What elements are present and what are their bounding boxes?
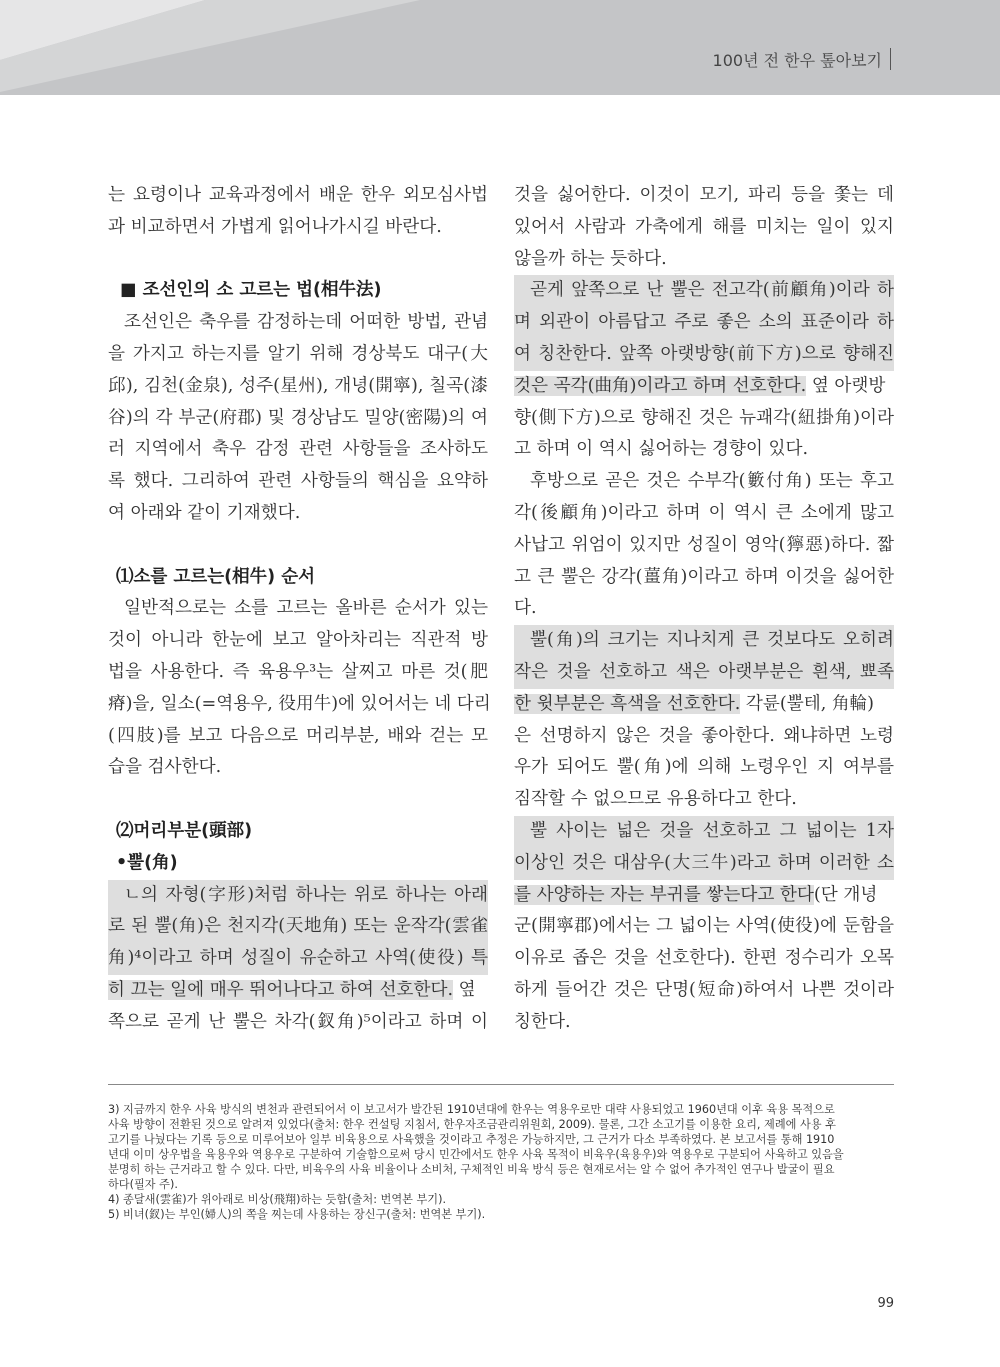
body-text: 옆 (453, 979, 476, 1000)
body-line: 瘠)을, 일소(=역용우, 役用牛)에 있어서는 네 다리 (108, 693, 491, 714)
highlighted-line: 곧게 앞쪽으로 난 뿔은 전고각(前顧角)이라 하 (514, 275, 894, 307)
subsection-title: ⑵머리부분(頭部) (116, 820, 253, 841)
body-line (514, 371, 894, 403)
running-header-title: 100년 전 한우 톺아보기 (712, 51, 882, 70)
body-line: 법을 사용한다. 즉 육용우³는 살찌고 마른 것(肥 (108, 661, 488, 682)
body-line: 邱), 김천(金泉), 성주(星州), 개녕(開寧), 칠곡(漆 (108, 375, 488, 396)
body-line: 다. (514, 598, 537, 619)
footnote-line: 분명히 하는 근거라고 할 수 있다. 다만, 비육우의 사육 비율이나 소비처, 구체적인 비육 방식 등은 현재로서는 알 수 없어 추가적인 연구나 발굴이 필요 (108, 1163, 835, 1176)
body-line: 습을 검사한다. (108, 757, 222, 778)
highlighted-text: 를 사양하는 자는 부귀를 쌓는다고 한다 (514, 884, 814, 905)
highlighted-line: 여 칭찬한다. 앞쪽 아랫방향(前下方)으로 향해진 (514, 339, 894, 371)
body-text: (단 개녕 (813, 884, 878, 905)
footnote-line: 5) 비녀(釵)는 부인(婦人)의 쪽을 찌는데 사용하는 장신구(출처: 번역본 부기). (108, 1208, 486, 1221)
footnote-line: 사육 방향이 전환된 것으로 알려져 있었다(출처: 한우 컨설팅 지침서, 한우자조금관리위원회, 2009). 물론, 그간 소고기를 이용한 요리, 제례에 사용 후 (108, 1118, 836, 1131)
body-line: 칭한다. (514, 1011, 571, 1032)
body-line: 을 가지고 하는지를 알기 위해 경상북도 대구(大 (108, 343, 488, 364)
bullet-heading: •뿔(角) (116, 852, 178, 873)
right-column (514, 180, 894, 1039)
body-line: 쪽으로 곧게 난 뿔은 차각(釵角)⁵이라고 하며 이 (108, 1011, 488, 1032)
highlighted-line: 며 외관이 아름답고 주로 좋은 소의 표준이라 하 (514, 307, 894, 339)
body-line: 하게 들어간 것은 단명(短命)하여서 나쁜 것이라 (514, 979, 894, 1000)
body-line: 고 큰 뿔은 강각(薑角)이라고 하며 이것을 싫어한 (514, 566, 894, 587)
header-divider (890, 48, 891, 70)
body-line (514, 689, 894, 721)
body-line: 조선인은 축우를 감정하는데 어떠한 방법, 관념 (124, 312, 488, 333)
body-line: 것을 싫어한다. 이것이 모기, 파리 등을 쫓는 데 (514, 185, 894, 205)
body-line: 각(後顧角)이라고 하며 이 역시 큰 소에게 많고 (514, 502, 894, 523)
highlighted-text: 것은 곡각(曲角)이라고 하며 선호한다. (514, 375, 807, 396)
section-title: ■ 조선인의 소 고르는 법(相牛法) (120, 280, 382, 301)
body-line: 군(開寧郡)에서는 그 넓이는 사역(使役)에 둔함을 (514, 916, 894, 937)
body-line: 은 선명하지 않은 것을 좋아한다. 왜냐하면 노령 (514, 725, 894, 746)
body-line: 있어서 사람과 가축에게 해를 미치는 일이 있지 (514, 216, 894, 237)
highlighted-line: 이상인 것은 대삼우(大三牛)라고 하며 이러한 소 (514, 848, 894, 880)
body-line: 향(側下方)으로 향해진 것은 뉴괘각(紐掛角)이라 (514, 407, 894, 428)
body-line: 짐작할 수 없으므로 유용하다고 한다. (514, 789, 797, 810)
body-text: 각륜(뿔테, 角輪) (740, 693, 875, 714)
body-line: 谷)의 각 부군(府郡) 및 경상남도 밀양(密陽)의 여 (108, 407, 488, 428)
body-line: 않을까 하는 듯하다. (514, 248, 667, 269)
body-line: 러 지역에서 축우 감정 관련 사항들을 조사하도 (108, 439, 488, 460)
highlighted-line: 작은 것을 선호하고 색은 아랫부분은 흰색, 뾰족 (514, 657, 894, 689)
body-line: 것이 아니라 한눈에 보고 알아차리는 직관적 방 (108, 630, 488, 651)
highlighted-text: 히 끄는 일에 매우 뛰어나다고 하여 선호한다. (108, 979, 454, 1000)
footnote-divider (108, 1084, 894, 1085)
subsection-title: ⑴소를 고르는(相牛) 순서 (116, 566, 316, 587)
body-line: 는 요령이나 교육과정에서 배운 한우 외모심사법 (108, 185, 488, 205)
body-line: 이유로 좁은 것을 선호한다). 한편 정수리가 오목 (514, 948, 894, 969)
header-band (0, 0, 1000, 95)
highlighted-line: 角)⁴이라고 하며 성질이 유순하고 사역(使役) 특 (108, 943, 488, 975)
body-line: 록 했다. 그리하여 관련 사항들의 핵심을 요약하 (108, 471, 488, 492)
body-line (108, 975, 488, 1007)
footnote-line: 3) 지금까지 한우 사육 방식의 변천과 관련되어서 이 보고서가 발간된 1910년대에 한우는 역용우로만 대략 사용되었고 1960년대 이후 육용 목적으로 (108, 1103, 835, 1116)
highlighted-line: 뿔 사이는 넓은 것을 선호하고 그 넓이는 1자 (514, 816, 894, 848)
left-column (108, 180, 491, 1039)
body-line: (四肢)를 보고 다음으로 머리부분, 배와 걷는 모 (108, 725, 488, 746)
body-text: 옆 아랫방 (806, 375, 886, 396)
body-line: 일반적으로는 소를 고르는 올바른 순서가 있는 (124, 598, 488, 619)
body-line (514, 880, 894, 912)
footnote-line: 4) 종달새(雲雀)가 위아래로 비상(飛翔)하는 듯함(출처: 번역본 부기). (108, 1193, 447, 1206)
footnote-line: 하다(필자 주). (108, 1178, 178, 1191)
body-line: 과 비교하면서 가볍게 읽어나가시길 바란다. (108, 216, 442, 237)
body-line: 후방으로 곧은 것은 수부각(籔付角) 또는 후고 (530, 471, 894, 492)
page-number: 99 (877, 1296, 894, 1311)
body-line: 사납고 위엄이 있지만 성질이 영악(獰惡)하다. 짧 (514, 534, 894, 555)
footnote-line: 년대 이미 상우법을 육용우와 역용우로 구분하여 기술함으로써 당시 민간에서도 한우 사육 목적이 비육우(육용우)와 역용우로 구분되어 사육하고 있음을 (108, 1148, 844, 1161)
highlighted-text: 한 윗부분은 흑색을 선호한다. (514, 693, 741, 714)
highlighted-line: 뿔(角)의 크기는 지나치게 큰 것보다도 오히려 (514, 625, 894, 657)
highlighted-line: ㄴ의 자형(字形)처럼 하나는 위로 하나는 아래 (108, 880, 488, 912)
footnotes (108, 1102, 894, 1222)
body-line: 고 하며 이 역시 싫어하는 경향이 있다. (514, 439, 809, 460)
body-line: 여 아래와 같이 기재했다. (108, 502, 301, 523)
highlighted-line: 로 된 뿔(角)은 천지각(天地角) 또는 운작각(雲雀 (108, 911, 488, 943)
body-line: 우가 되어도 뿔(角)에 의해 노령우인 지 여부를 (514, 757, 894, 778)
footnote-line: 고기를 나눴다는 기록 등으로 미루어보아 일부 비육용으로 사육했을 것이라고 추정은 가능하지만, 그 근거가 다소 부족하였다. 본 보고서를 통해 1910 (108, 1133, 835, 1146)
